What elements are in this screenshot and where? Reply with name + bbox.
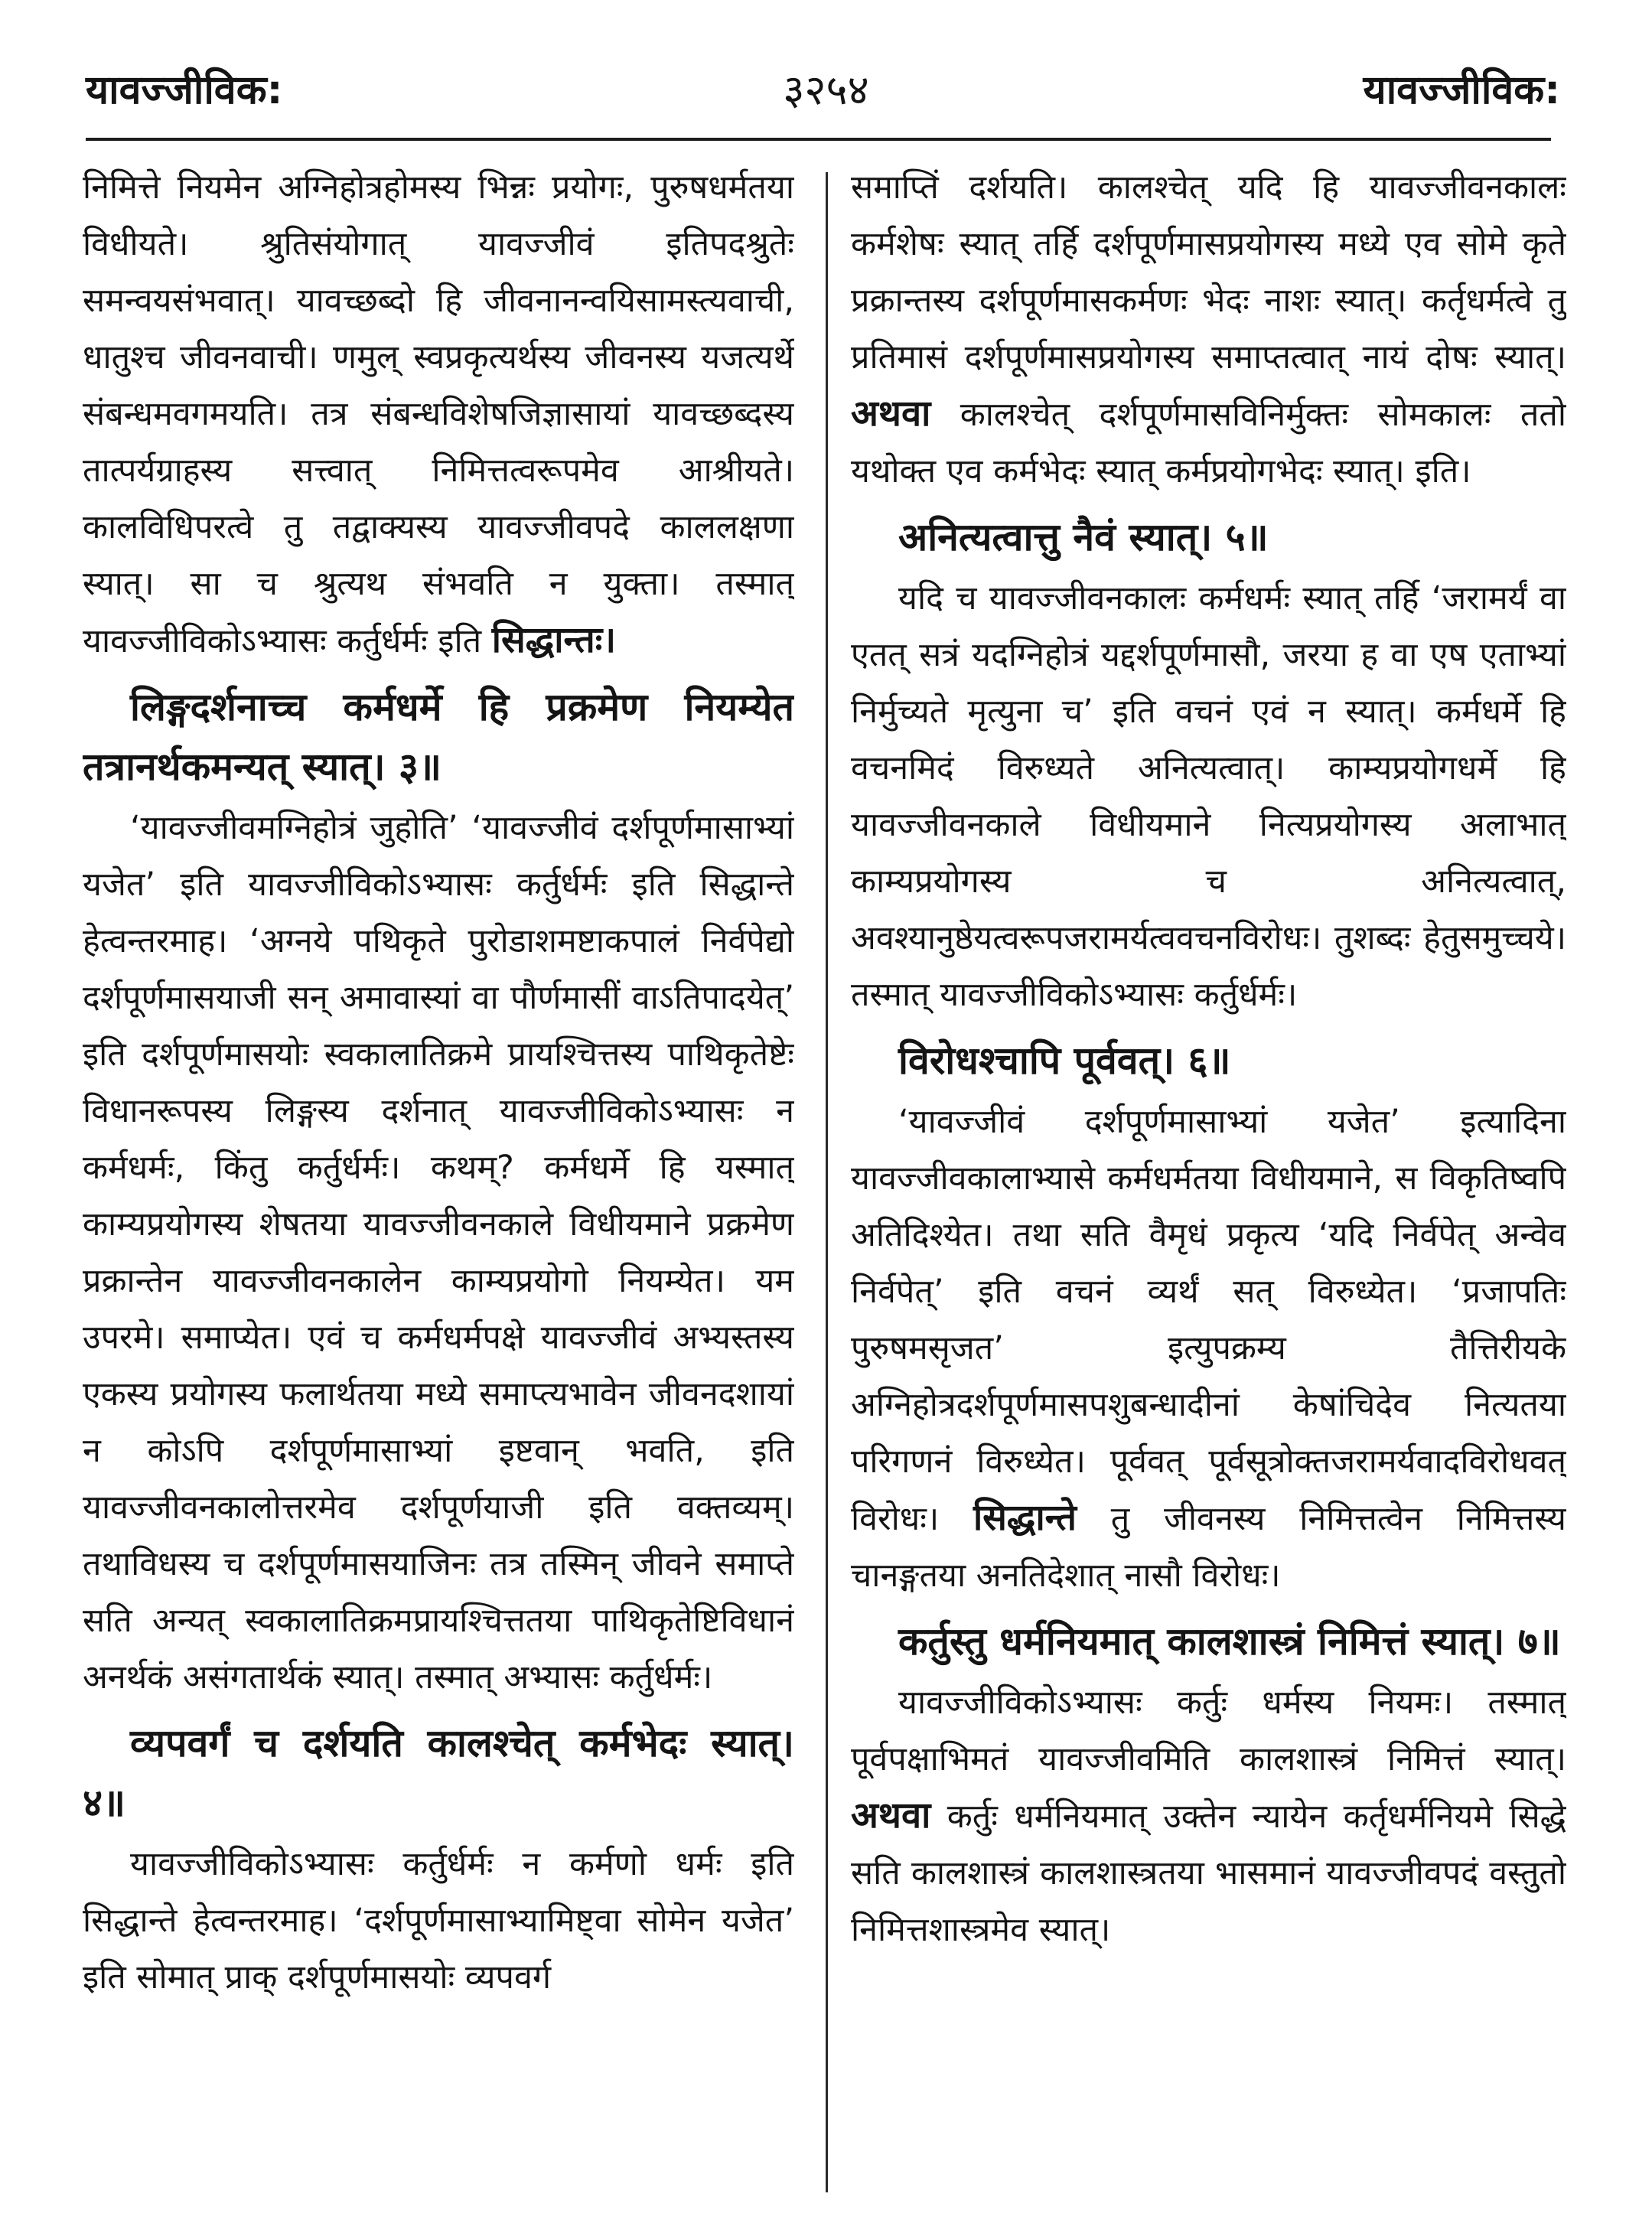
left-column — [83, 159, 794, 2202]
siddhanta-label: सिद्धान्ते — [973, 1497, 1077, 1539]
commentary-text: ‘यावज्जीवं दर्शपूर्णमासाभ्यां यजेत’ इत्यादिना यावज्जीवकालाभ्यासे कर्मधर्मतया विधीयमाने, स विकृतिष्वपि अतिदिश्येत। तथा सति वैमृधं प्रकृत्य ‘यदि निर्वपेत् अन्वेव निर्वपेत्’ इति वचनं व्यर्थं सत् विरुध्येत। ‘प्रजापतिः पुरुषमसृजत’ इत्युपक्रम्य तैत्तिरीयके अग्निहोत्रदर्शपूर्णमासपशुबन्धादीनां केषांचिदेव नित्यतया परिगणनं विरुध्येत। पूर्ववत् पूर्वसूत्रोक्तजरामर्यवादविरोधवत् विरोधः। — [851, 1103, 1566, 1538]
running-head-right: यावज्जीविक: — [1363, 67, 1560, 113]
commentary-text: समाप्तिं दर्शयति। कालश्चेत् यदि हि यावज्जीवनकालः कर्मशेषः स्यात् तर्हि दर्शपूर्णमासप्रयोगस्य मध्ये एव सोमे कृते प्रक्रान्तस्य दर्शपूर्णमासकर्मणः भेदः नाशः स्यात्। कर्तृधर्मत्वे तु प्रतिमासं दर्शपूर्णमासप्रयोगस्य समाप्तत्वात् नायं दोषः स्यात्। — [851, 168, 1566, 376]
header-rule — [86, 138, 1551, 141]
sutra-6: विरोधश्चापि पूर्ववत्। ६॥ — [898, 1038, 1231, 1083]
siddhanta-label: सिद्धान्तः। — [491, 619, 617, 661]
running-head-left: यावज्जीविक: — [86, 67, 283, 113]
column-divider — [826, 172, 828, 2192]
right-column — [851, 159, 1566, 2202]
sutra-5: अनित्यत्वात्तु नैवं स्यात्। ५॥ — [898, 515, 1269, 559]
commentary-paragraph — [851, 159, 1566, 500]
sutra-4: व्यपवर्गं च दर्शयति कालश्चेत् कर्मभेदः स्यात्। ४॥ — [83, 1721, 794, 1825]
commentary-text: कालश्चेत् दर्शपूर्णमासविनिर्मुक्तः सोमकालः ततो यथोक्त एव कर्मभेदः स्यात् कर्मप्रयोगभेदः स्यात्। इति। — [851, 396, 1566, 491]
sutra-7: कर्तुस्तु धर्मनियमात् कालशास्त्रं निमित्तं स्यात्। ७॥ — [898, 1619, 1561, 1664]
commentary-paragraph — [851, 1094, 1566, 1604]
commentary-text: यावज्जीविकोऽभ्यासः कर्तुः धर्मस्य नियमः। तस्मात् पूर्वपक्षाभिमतं यावज्जीवमिति कालशास्त्रं निमित्तं स्यात्। — [851, 1684, 1566, 1778]
commentary-paragraph — [83, 159, 794, 670]
sutra-3: लिङ्गदर्शनाच्च कर्मधर्मे हि प्रक्रमेण नियम्येत तत्रानर्थकमन्यत् स्यात्। ३॥ — [83, 685, 794, 789]
page-number: ३२५४ — [783, 66, 869, 114]
commentary-text: कर्तुः धर्मनियमात् उक्तेन न्यायेन कर्तृधर्मनियमे सिद्धे सति कालशास्त्रं कालशास्त्रतया भासमानं यावज्जीवपदं वस्तुतो निमित्तशास्त्रमेव स्यात्। — [851, 1798, 1566, 1949]
commentary-paragraph: यदि च यावज्जीवनकालः कर्मधर्मः स्यात् तर्हि ‘जरामर्यं वा एतत् सत्रं यदग्निहोत्रं यद्दर्शपूर्णमासौ, जरया ह वा एष एताभ्यां निर्मुच्यते मृत्युना च’ इति वचनं एवं न स्यात्। कर्मधर्मे हि वचनमिदं विरुध्यते अनित्यत्वात्। काम्यप्रयोगधर्मे हि यावज्जीवनकाले विधीयमाने नित्यप्रयोगस्य अलाभात् काम्यप्रयोगस्य च अनित्यत्वात्, अवश्यानुष्ठेयत्वरूपजरामर्यत्ववचनविरोधः। तुशब्दः हेतुसमुच्चये। तस्मात् यावज्जीविकोऽभ्यासः कर्तुर्धर्मः। — [851, 579, 1566, 1014]
athava-label: अथवा — [851, 393, 931, 435]
commentary-paragraph: यावज्जीविकोऽभ्यासः कर्तुर्धर्मः न कर्मणो धर्मः इति सिद्धान्ते हेत्वन्तरमाह। ‘दर्शपूर्णमासाभ्यामिष्ट्वा सोमेन यजेत’ इति सोमात् प्राक् दर्शपूर्णमासयोः व्यपवर्ग — [83, 1845, 794, 1996]
commentary-paragraph — [851, 1674, 1566, 1958]
commentary-paragraph: ‘यावज्जीवमग्निहोत्रं जुहोति’ ‘यावज्जीवं दर्शपूर्णमासाभ्यां यजेत’ इति यावज्जीविकोऽभ्यासः कर्तुर्धर्मः इति सिद्धान्ते हेत्वन्तरमाह। ‘अग्नये पथिकृते पुरोडाशमष्टाकपालं निर्वपेद्यो दर्शपूर्णमासयाजी सन् अमावास्यां वा पौर्णमासीं वाऽतिपादयेत्’ इति दर्शपूर्णमासयोः स्वकालातिक्रमे प्रायश्चित्तस्य पाथिकृतेष्टेः विधानरूपस्य लिङ्गस्य दर्शनात् यावज्जीविकोऽभ्यासः न कर्मधर्मः, किंतु कर्तुर्धर्मः। कथम्? कर्मधर्मे हि यस्मात् काम्यप्रयोगस्य शेषतया यावज्जीवनकाले विधीयमाने प्रक्रमेण प्रक्रान्तेन यावज्जीवनकालेन काम्यप्रयोगो नियम्येत। यम उपरमे। समाप्येत। एवं च कर्मधर्मपक्षे यावज्जीवं अभ्यस्तस्य एकस्य प्रयोगस्य फलार्थतया मध्ये समाप्त्यभावेन जीवनदशायां न कोऽपि दर्शपूर्णमासाभ्यां इष्टवान् भवति, इति यावज्जीवनकालोत्तरमेव दर्शपूर्णयाजी इति वक्तव्यम्। तथाविधस्य च दर्शपूर्णमासयाजिनः तत्र तस्मिन् जीवने समाप्ते सति अन्यत् स्वकालातिक्रमप्रायश्चित्ततया पाथिकृतेष्टिविधानं अनर्थकं असंगतार्थकं स्यात्। तस्मात् अभ्यासः कर्तुर्धर्मः। — [83, 809, 794, 1697]
commentary-text: निमित्ते नियमेन अग्निहोत्रहोमस्य भिन्नः प्रयोगः, पुरुषधर्मतया विधीयते। श्रुतिसंयोगात् यावज्जीवं इतिपदश्रुतेः समन्वयसंभवात्। यावच्छब्दो हि जीवनानन्वयिसामस्त्यवाची, धातुश्च जीवनवाची। णमुल् स्वप्रकृत्यर्थस्य जीवनस्य यजत्यर्थे संबन्धमवगमयति। तत्र संबन्धविशेषजिज्ञासायां यावच्छब्दस्य तात्पर्यग्राहस्य सत्त्वात् निमित्तत्वरूपमेव आश्रीयते। कालविधिपरत्वे तु तद्वाक्यस्य यावज्जीवपदे काललक्षणा स्यात्। सा च श्रुत्यथ संभवति न युक्ता। तस्मात् यावज्जीविकोऽभ्यासः कर्तुर्धर्मः इति — [83, 168, 794, 660]
athava-label: अथवा — [851, 1794, 931, 1837]
commentary-text: तु जीवनस्य निमित्तत्वेन निमित्तस्य चानङ्गतया अनतिदेशात् नासौ विरोधः। — [851, 1500, 1566, 1595]
